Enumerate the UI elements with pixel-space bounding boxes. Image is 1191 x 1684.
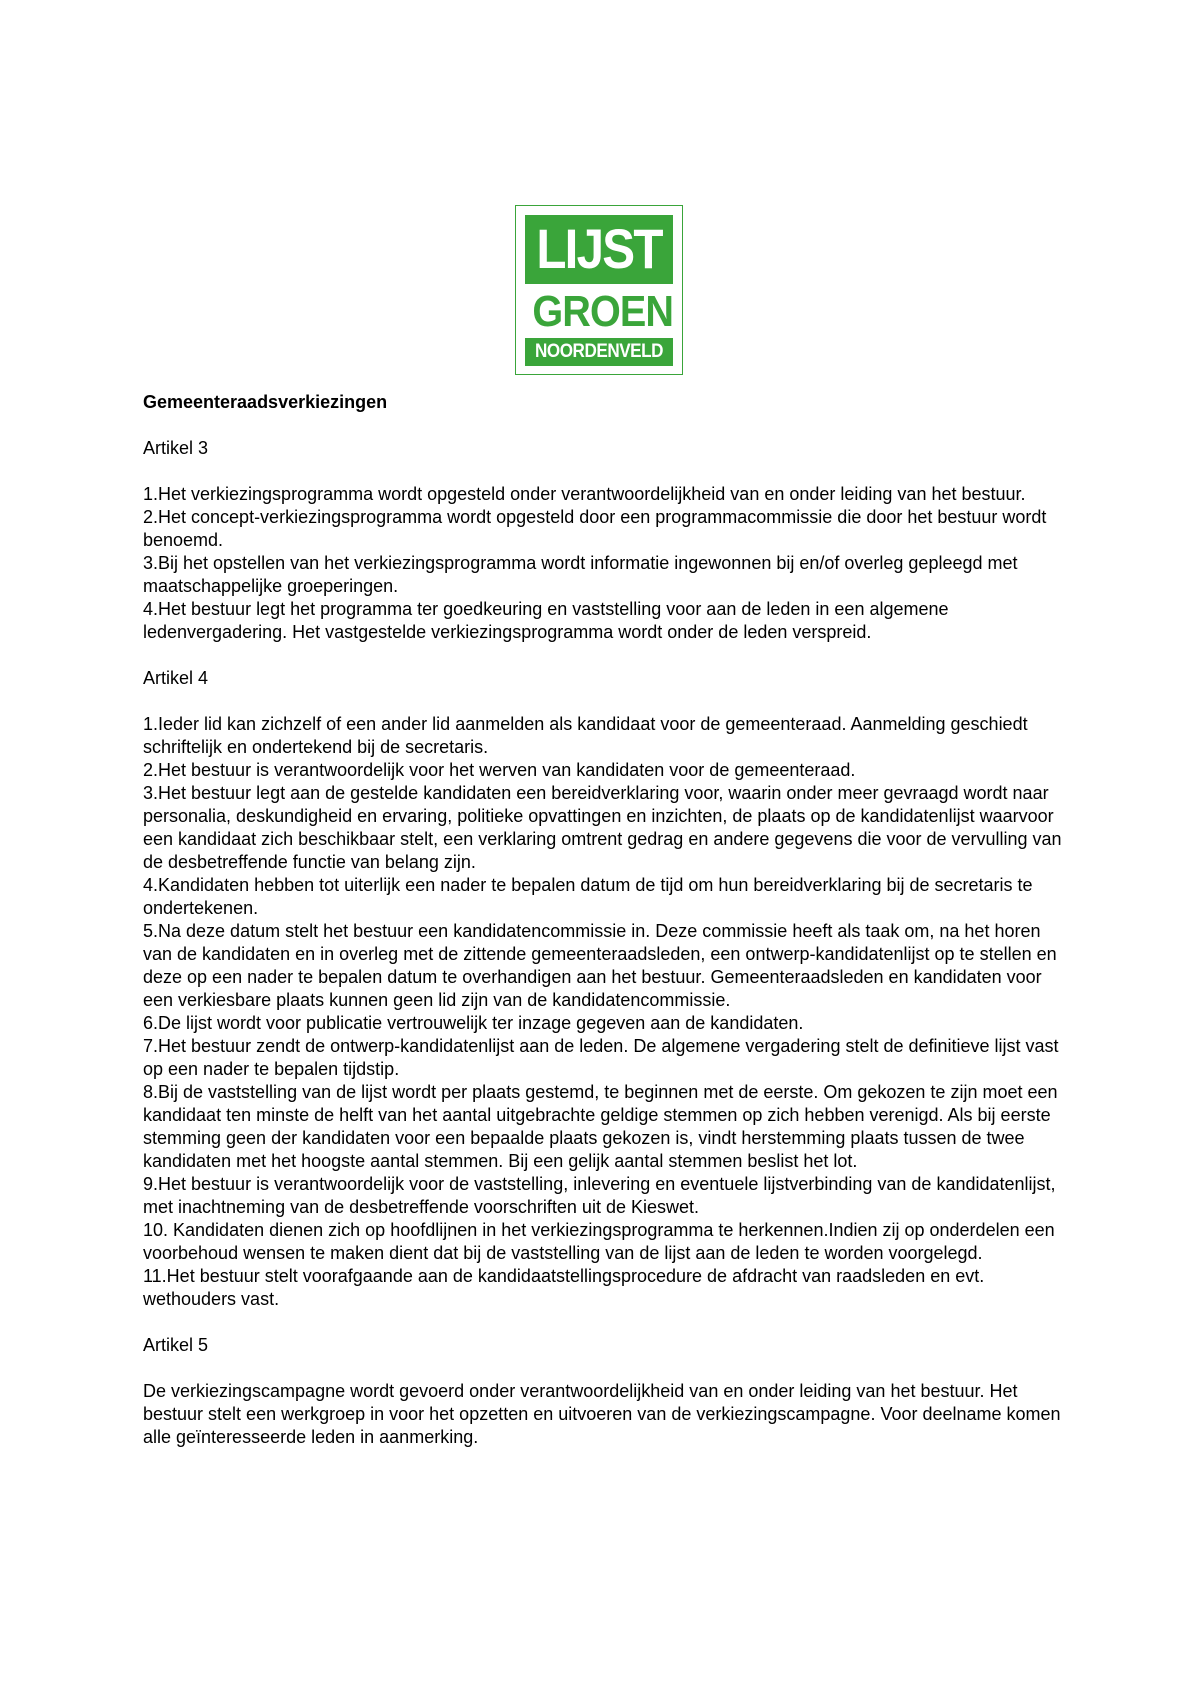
article-item: 7.Het bestuur zendt de ontwerp-kandidatenlijst aan de leden. De algemene vergadering stelt de definitieve lijst vast op een nader te bepalen tijdstip.: [143, 1036, 1059, 1079]
article-item: 1.Het verkiezingsprogramma wordt opgesteld onder verantwoordelijkheid van en onder leiding van het bestuur.: [143, 484, 1026, 504]
logo-bottom-band: [525, 338, 673, 366]
article-item: 2.Het concept-verkiezingsprogramma wordt opgesteld door een programmacommissie die door het bestuur wordt benoemd.: [143, 507, 1047, 550]
article-heading: Artikel 5: [143, 1335, 209, 1355]
lijst-groen-logo: [515, 205, 683, 375]
logo-word-groen: GROEN: [532, 287, 674, 336]
document-body: [143, 391, 1073, 1449]
article-item: 9.Het bestuur is verantwoordelijk voor de vaststelling, inlevering en eventuele lijstverbinding van de kandidatenlijst, met inachtneming van de desbetreffende voorschriften uit de Kieswet.: [143, 1174, 1056, 1217]
article-item: 1.Ieder lid kan zichzelf of een ander lid aanmelden als kandidaat voor de gemeenteraad. Aanmelding geschiedt schriftelijk en ondertekend bij de secretaris.: [143, 714, 1028, 757]
article-item: 3.Bij het opstellen van het verkiezingsprogramma wordt informatie ingewonnen bij en/of overleg gepleegd met maatschappelijke groeperingen.: [143, 553, 1018, 596]
logo-word-noordenveld: NOORDENVELD: [534, 341, 664, 362]
article-heading: Artikel 4: [143, 668, 209, 688]
article-item: 4.Het bestuur legt het programma ter goedkeuring en vaststelling voor aan de leden in een algemene ledenvergadering. Het vastgestelde verkiezingsprogramma wordt onder de leden verspreid.: [143, 599, 949, 642]
document-title: Gemeenteraadsverkiezingen: [143, 392, 388, 412]
article-item: 10. Kandidaten dienen zich op hoofdlijnen in het verkiezingsprogramma te herkennen.Indien zij op onderdelen een voorbehoud wensen te maken dient dat bij de vaststelling van de lijst aan de leden te worden voorgelegd.: [143, 1220, 1055, 1263]
article-3-items: [143, 483, 1073, 644]
article-item: 5.Na deze datum stelt het bestuur een kandidatencommissie in. Deze commissie heeft als taak om, na het horen van de kandidaten en in overleg met de zittende gemeenteraadsleden, een ontwerp-kandidatenlijst op te stellen en deze op een nader te bepalen datum te overhandigen aan het bestuur. Gemeenteraadsleden en kandidaten voor een verkiesbare plaats kunnen geen lid zijn van de kandidatencommissie.: [143, 921, 1057, 1010]
logo-word-lijst: LIJST: [536, 217, 662, 280]
article-item: 6.De lijst wordt voor publicatie vertrouwelijk ter inzage gegeven aan de kandidaten.: [143, 1013, 804, 1033]
article-item: 4.Kandidaten hebben tot uiterlijk een nader te bepalen datum de tijd om hun bereidverklaring bij de secretaris te ondertekenen.: [143, 875, 1033, 918]
article-heading: Artikel 3: [143, 438, 209, 458]
logo-top-band: [525, 215, 673, 284]
article-item: 11.Het bestuur stelt voorafgaande aan de kandidaatstellingsprocedure de afdracht van raadsleden en evt. wethouders vast.: [143, 1266, 985, 1309]
article-item: 2.Het bestuur is verantwoordelijk voor het werven van kandidaten voor de gemeenteraad.: [143, 760, 856, 780]
article-5-paragraph: De verkiezingscampagne wordt gevoerd onder verantwoordelijkheid van en onder leiding van het bestuur. Het bestuur stelt een werkgroep in voor het opzetten en uitvoeren van de verkiezingscampagne. Voor deelname komen alle geïnteresseerde leden in aanmerking.: [143, 1381, 1061, 1447]
article-4-items: [143, 713, 1073, 1311]
article-item: 8.Bij de vaststelling van de lijst wordt per plaats gestemd, te beginnen met de eerste. Om gekozen te zijn moet een kandidaat ten minste de helft van het aantal uitgebrachte geldige stemmen op zich hebben verenigd. Als bij eerste stemming geen der kandidaten voor een bepaalde plaats gekozen is, vindt herstemming plaats tussen de twee kandidaten met het hoogste aantal stemmen. Bij een gelijk aantal stemmen beslist het lot.: [143, 1082, 1058, 1171]
article-item: 3.Het bestuur legt aan de gestelde kandidaten een bereidverklaring voor, waarin onder meer gevraagd wordt naar personalia, deskundigheid en ervaring, politieke opvattingen en inzichten, de plaats op de kandidatenlijst waarvoor een kandidaat zich beschikbaar stelt, een verklaring omtrent gedrag en andere gegevens die voor de vervulling van de desbetreffende functie van belang zijn.: [143, 783, 1062, 872]
